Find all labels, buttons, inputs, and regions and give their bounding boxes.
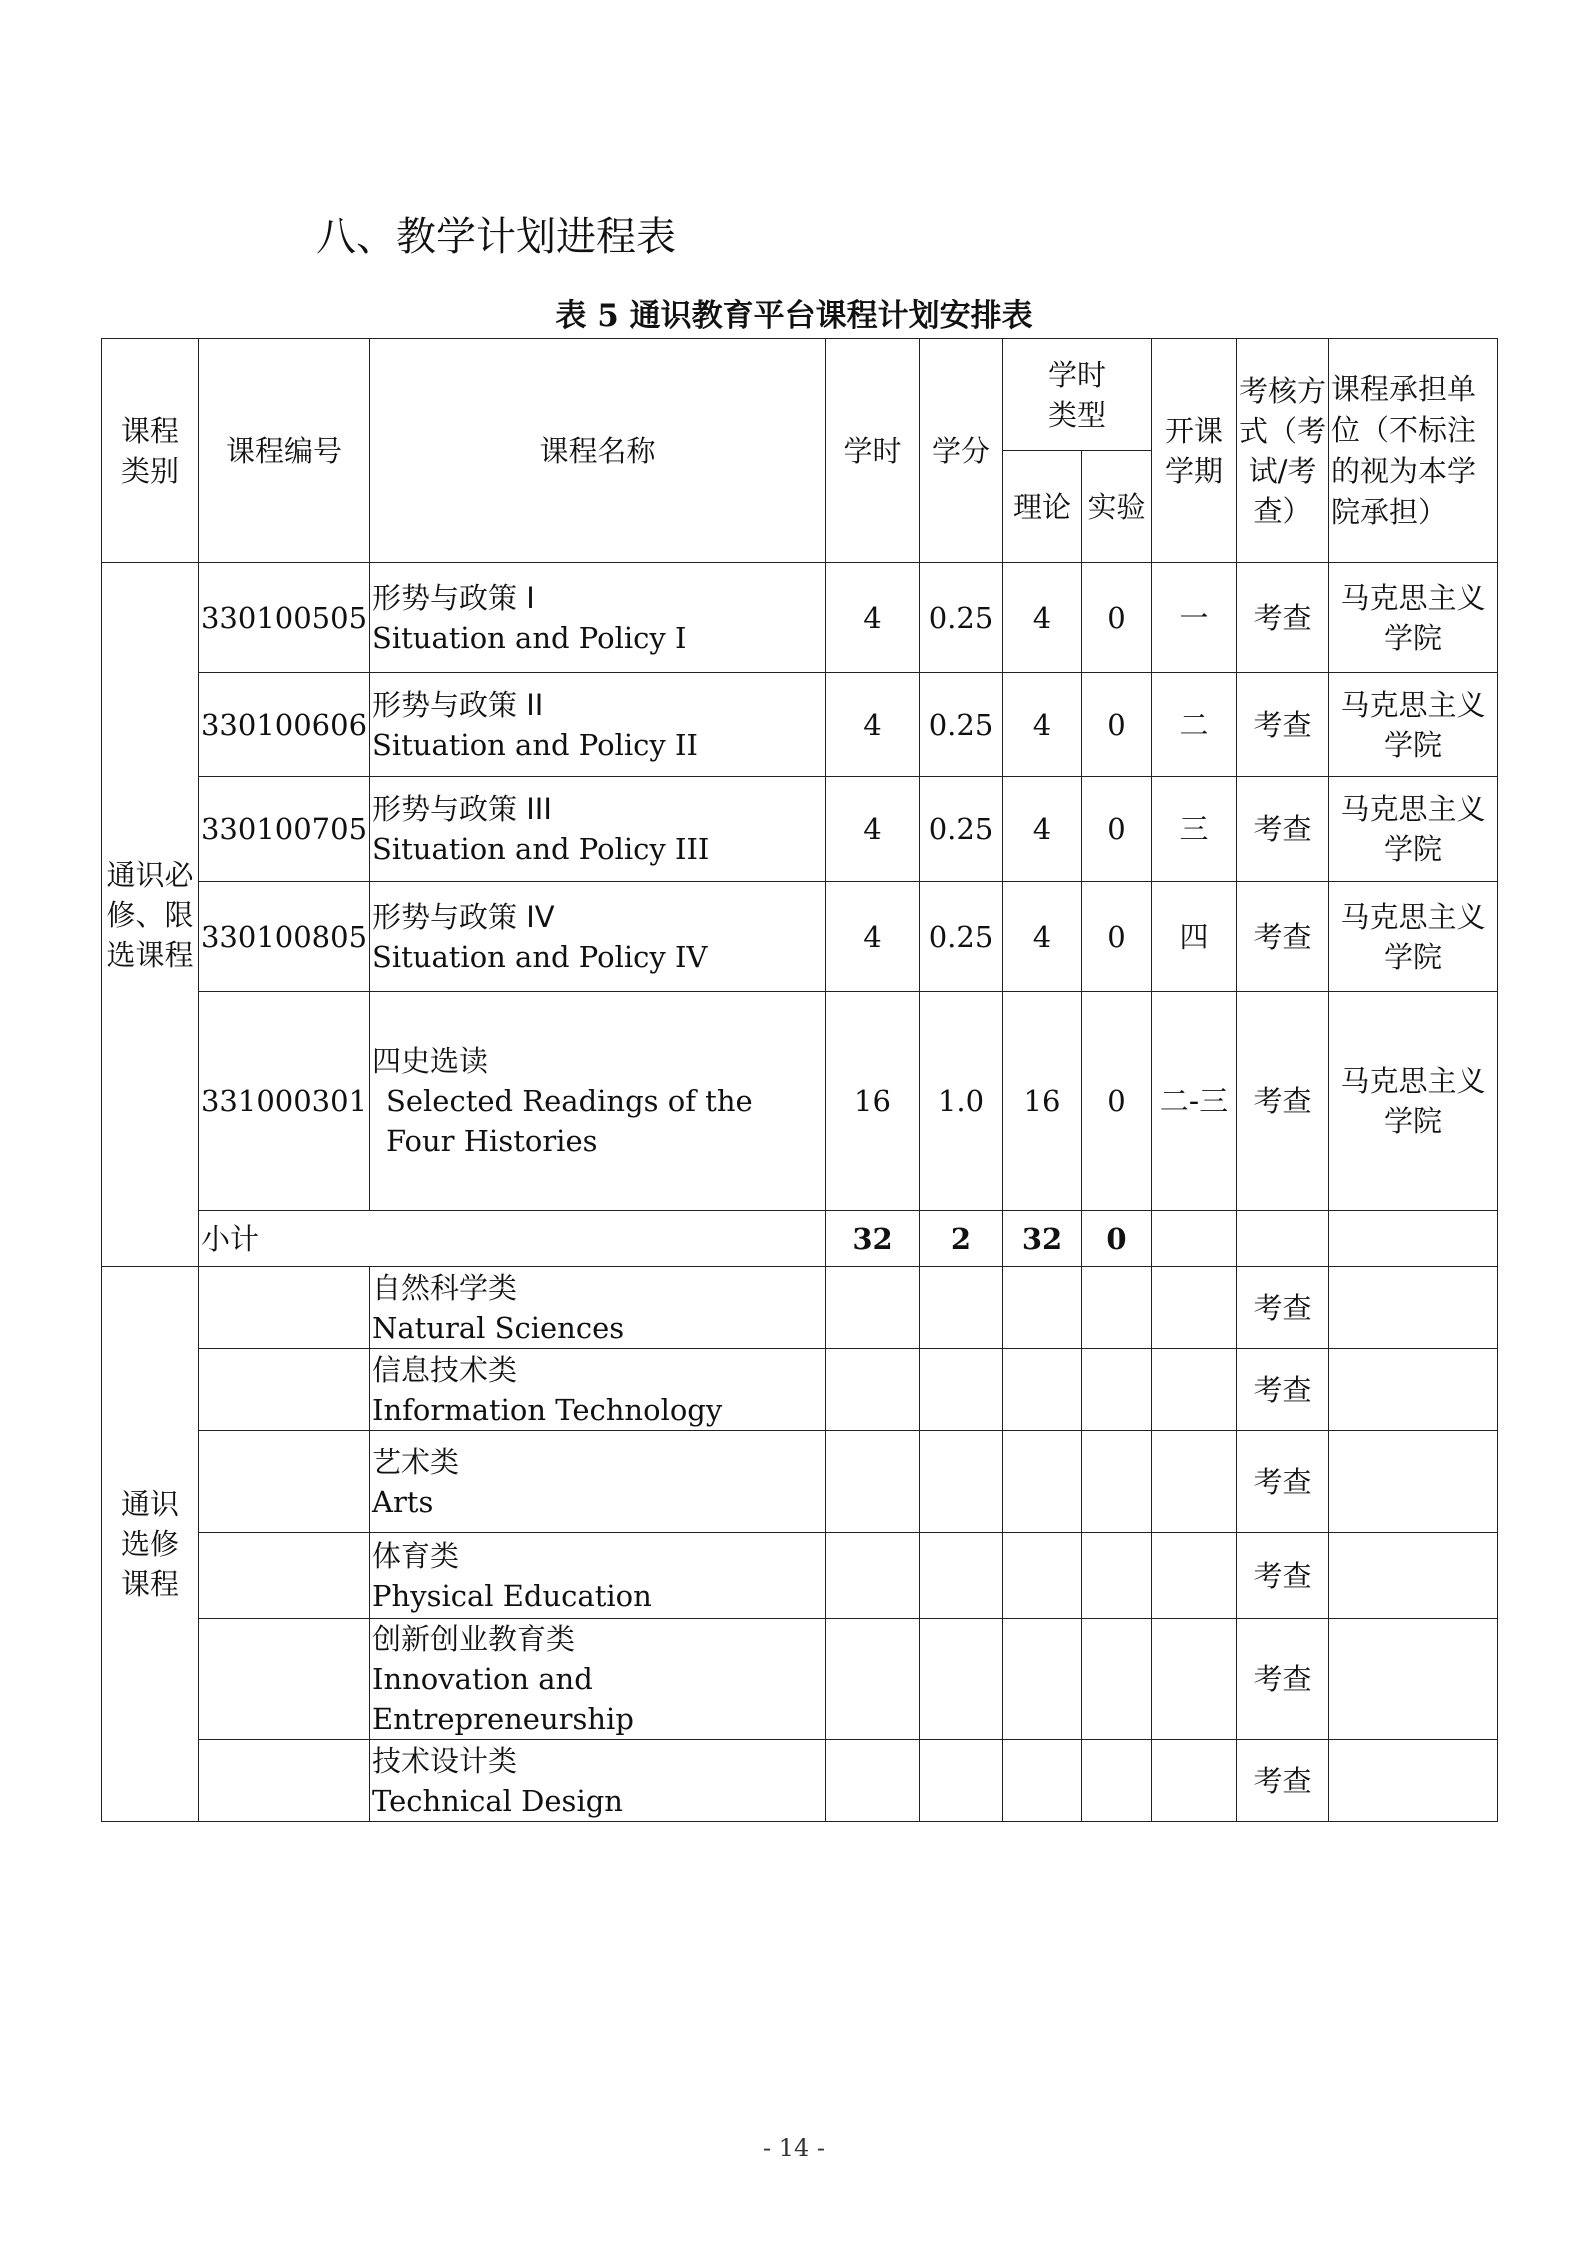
course-hours: 4	[826, 563, 920, 673]
table-row	[102, 673, 1498, 777]
course-exam: 考查	[1237, 992, 1329, 1211]
course-unit: 马克思主义学院	[1329, 777, 1498, 882]
course-name: 四史选读 Selected Readings of the Four Histories	[370, 992, 826, 1211]
course-credits	[920, 1267, 1003, 1349]
course-lab	[1082, 1619, 1152, 1740]
course-lab: 0	[1082, 882, 1152, 992]
course-semester	[1152, 1267, 1237, 1349]
course-exam: 考查	[1237, 777, 1329, 882]
course-unit	[1329, 1431, 1498, 1533]
course-credits	[920, 1431, 1003, 1533]
course-lab: 0	[1082, 777, 1152, 882]
course-semester	[1152, 1431, 1237, 1533]
course-unit: 马克思主义学院	[1329, 563, 1498, 673]
course-code: 330100505	[199, 563, 370, 673]
course-unit: 马克思主义学院	[1329, 992, 1498, 1211]
course-name: 形势与政策 I Situation and Policy I	[370, 563, 826, 673]
course-code: 330100705	[199, 777, 370, 882]
course-semester: 二	[1152, 673, 1237, 777]
course-code: 331000301	[199, 992, 370, 1211]
course-exam: 考查	[1237, 1431, 1329, 1533]
course-lab: 0	[1082, 673, 1152, 777]
course-name: 形势与政策 IV Situation and Policy IV	[370, 882, 826, 992]
table-caption: 表 5 通识教育平台课程计划安排表	[555, 298, 1033, 334]
header-row	[102, 339, 1498, 451]
course-code	[199, 1431, 370, 1533]
header-semester: 开课学期	[1152, 339, 1237, 563]
header-lab: 实验	[1082, 451, 1152, 563]
course-theory	[1003, 1349, 1082, 1431]
table-row	[102, 1619, 1498, 1740]
subtotal-lab: 0	[1082, 1211, 1152, 1267]
course-name: 信息技术类 Information Technology	[370, 1349, 826, 1431]
subtotal-row	[102, 1211, 1498, 1267]
course-credits: 0.25	[920, 673, 1003, 777]
category-elective: 通识选修课程	[102, 1267, 199, 1822]
course-credits: 0.25	[920, 777, 1003, 882]
course-hours	[826, 1619, 920, 1740]
course-exam: 考查	[1237, 1533, 1329, 1619]
header-category: 课程类别	[102, 339, 199, 563]
course-plan-table	[101, 338, 1498, 1822]
course-code	[199, 1619, 370, 1740]
course-theory	[1003, 1740, 1082, 1822]
course-hours: 16	[826, 992, 920, 1211]
course-name: 艺术类 Arts	[370, 1431, 826, 1533]
course-name: 技术设计类 Technical Design	[370, 1740, 826, 1822]
course-theory	[1003, 1533, 1082, 1619]
course-code	[199, 1533, 370, 1619]
course-exam: 考查	[1237, 563, 1329, 673]
course-hours	[826, 1349, 920, 1431]
subtotal-unit	[1329, 1211, 1498, 1267]
header-exam-method: 考核方式（考试/考查）	[1237, 339, 1329, 563]
table-row	[102, 777, 1498, 882]
header-hours: 学时	[826, 339, 920, 563]
course-name: 体育类 Physical Education	[370, 1533, 826, 1619]
course-hours	[826, 1267, 920, 1349]
course-lab	[1082, 1533, 1152, 1619]
course-credits	[920, 1349, 1003, 1431]
course-credits: 1.0	[920, 992, 1003, 1211]
course-lab	[1082, 1740, 1152, 1822]
course-exam: 考查	[1237, 882, 1329, 992]
course-name: 形势与政策 II Situation and Policy II	[370, 673, 826, 777]
course-name: 创新创业教育类 Innovation and Entrepreneurship	[370, 1619, 826, 1740]
subtotal-label: 小计	[199, 1211, 826, 1267]
table-row	[102, 1267, 1498, 1349]
course-theory	[1003, 1619, 1082, 1740]
course-exam: 考查	[1237, 1349, 1329, 1431]
table-row	[102, 1740, 1498, 1822]
section-heading: 八、教学计划进程表	[316, 214, 676, 260]
course-unit	[1329, 1267, 1498, 1349]
course-hours	[826, 1431, 920, 1533]
course-lab: 0	[1082, 563, 1152, 673]
course-unit	[1329, 1533, 1498, 1619]
course-exam: 考查	[1237, 673, 1329, 777]
course-lab: 0	[1082, 992, 1152, 1211]
table-row	[102, 1431, 1498, 1533]
course-theory: 4	[1003, 673, 1082, 777]
subtotal-semester	[1152, 1211, 1237, 1267]
course-credits: 0.25	[920, 563, 1003, 673]
table-row	[102, 1349, 1498, 1431]
course-unit: 马克思主义学院	[1329, 882, 1498, 992]
course-exam: 考查	[1237, 1267, 1329, 1349]
header-hour-type: 学时类型	[1003, 339, 1152, 451]
course-unit	[1329, 1349, 1498, 1431]
header-unit: 课程承担单位（不标注的视为本学院承担）	[1329, 339, 1498, 563]
course-hours	[826, 1740, 920, 1822]
course-credits: 0.25	[920, 882, 1003, 992]
course-theory	[1003, 1267, 1082, 1349]
course-lab	[1082, 1267, 1152, 1349]
table-row	[102, 882, 1498, 992]
course-hours: 4	[826, 777, 920, 882]
table-row	[102, 992, 1498, 1211]
course-credits	[920, 1740, 1003, 1822]
course-semester: 一	[1152, 563, 1237, 673]
header-theory: 理论	[1003, 451, 1082, 563]
course-exam: 考查	[1237, 1619, 1329, 1740]
table-row	[102, 1533, 1498, 1619]
subtotal-exam	[1237, 1211, 1329, 1267]
header-code: 课程编号	[199, 339, 370, 563]
course-hours: 4	[826, 882, 920, 992]
course-theory	[1003, 1431, 1082, 1533]
course-semester: 三	[1152, 777, 1237, 882]
course-hours: 4	[826, 673, 920, 777]
header-credits: 学分	[920, 339, 1003, 563]
course-credits	[920, 1619, 1003, 1740]
course-semester	[1152, 1533, 1237, 1619]
course-exam: 考查	[1237, 1740, 1329, 1822]
course-name: 自然科学类 Natural Sciences	[370, 1267, 826, 1349]
table-row	[102, 563, 1498, 673]
subtotal-credits: 2	[920, 1211, 1003, 1267]
course-theory: 4	[1003, 882, 1082, 992]
course-semester	[1152, 1619, 1237, 1740]
course-credits	[920, 1533, 1003, 1619]
course-name: 形势与政策 III Situation and Policy III	[370, 777, 826, 882]
course-theory: 4	[1003, 777, 1082, 882]
course-semester	[1152, 1349, 1237, 1431]
course-code: 330100606	[199, 673, 370, 777]
course-hours	[826, 1533, 920, 1619]
course-code	[199, 1349, 370, 1431]
category-required: 通识必修、限选课程	[102, 563, 199, 1267]
course-lab	[1082, 1431, 1152, 1533]
course-theory: 16	[1003, 992, 1082, 1211]
course-semester	[1152, 1740, 1237, 1822]
course-code	[199, 1267, 370, 1349]
course-semester: 二-三	[1152, 992, 1237, 1211]
header-name: 课程名称	[370, 339, 826, 563]
course-unit	[1329, 1619, 1498, 1740]
subtotal-theory: 32	[1003, 1211, 1082, 1267]
course-lab	[1082, 1349, 1152, 1431]
course-unit: 马克思主义学院	[1329, 673, 1498, 777]
page-number: - 14 -	[762, 2134, 825, 2162]
course-code	[199, 1740, 370, 1822]
course-semester: 四	[1152, 882, 1237, 992]
course-code: 330100805	[199, 882, 370, 992]
course-unit	[1329, 1740, 1498, 1822]
course-theory: 4	[1003, 563, 1082, 673]
subtotal-hours: 32	[826, 1211, 920, 1267]
